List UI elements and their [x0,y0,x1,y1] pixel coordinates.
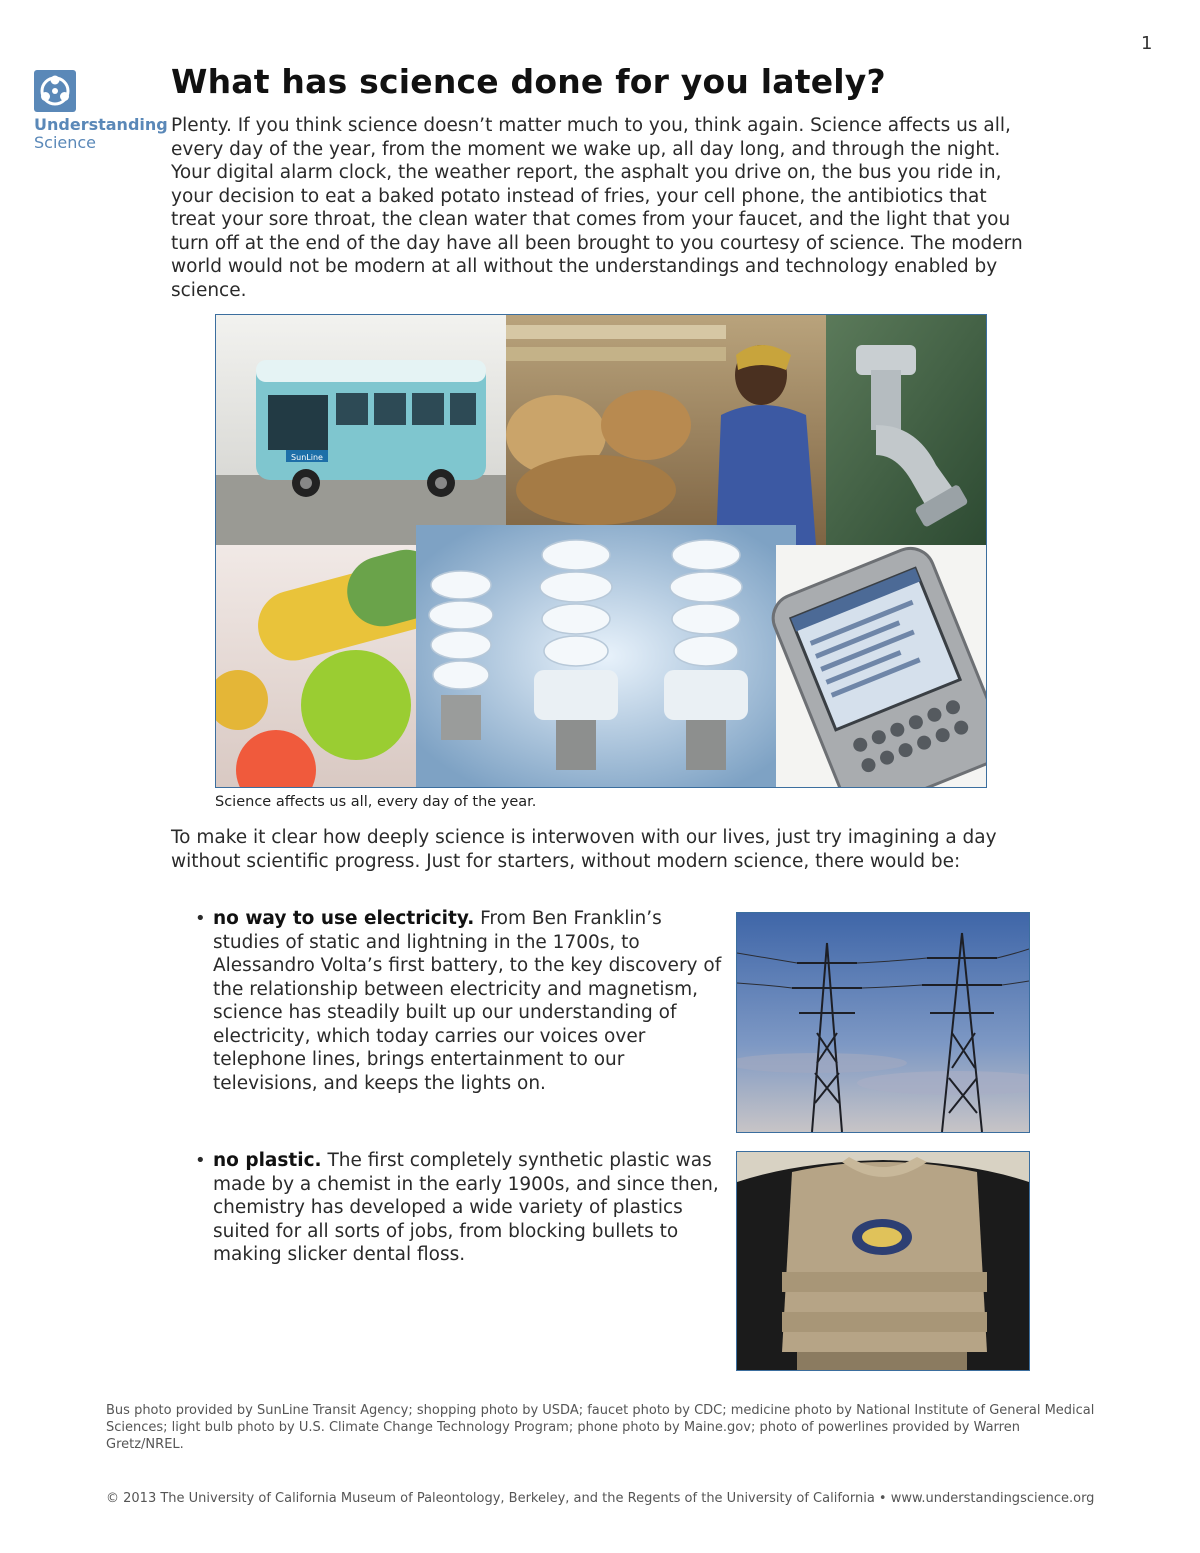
bullet-electricity [195,907,723,1095]
understanding-science-logo-icon [34,70,76,112]
faucet-photo [826,315,986,545]
bulletproof-vest-photo [736,1151,1030,1371]
cell-phone-photo [766,541,986,787]
light-bulbs-photo [416,525,796,787]
grocery-photo [506,315,826,545]
collage-caption: Science affects us all, every day of the year. [215,794,537,810]
photo-credits: Bus photo provided by SunLine Transit Agency; shopping photo by USDA; faucet photo by CDC; medicine photo by National Institute of General Medical Sciences; light bulb photo by U.S. Climate Change Technology Program; phone photo by Maine.gov; photo of powerlines provided by Warren Gretz/NREL. [106,1403,1095,1452]
bullet-electricity-lead: no way to use electricity. [213,908,475,929]
bullet-electricity-text: From Ben Franklin’s studies of static and lightning in the 1700s, to Alessandro Volta’s first battery, to the key discovery of the relationship between electricity and magnetism, science has steadily built up our understanding of electricity, which today carries our voices over telephone lines, brings entertainment to our televisions, and keeps the lights on. [213,908,722,1094]
page-title: What has science done for you lately? [171,62,886,101]
logo-line-1: Understanding [34,115,168,134]
second-paragraph: To make it clear how deeply science is interwoven with our lives, just try imagining a day without scientific progress. Just for starters, without modern science, there would be: [171,827,997,872]
understanding-science-logo[interactable] [34,70,168,152]
copyright-footer: © 2013 The University of California Museum of Paleontology, Berkeley, and the Regents of the University of California • www.understandingscience.org [106,1491,1095,1506]
page-number: 1 [1141,33,1153,54]
bus-photo [216,315,506,545]
bus-sign-text: SunLine [291,453,323,462]
science-collage-image [215,314,987,788]
intro-paragraph: Plenty. If you think science doesn’t matter much to you, think again. Science affects us all, every day of the year, from the moment we wake up, all day long, and through the night. Your digital alarm clock, the weather report, the asphalt you drive on, the bus you ride in, your decision to eat a baked potato instead of fries, your cell phone, the antibiotics that treat your sore throat, the clean water that comes from your faucet, and the light that you turn off at the end of the day have all been brought to you courtesy of science. The modern world would not be modern at all without the understandings and technology enabled by science. [171,115,1023,301]
bullet-plastic [195,1149,723,1267]
logo-line-2: Science [34,133,97,152]
bullet-plastic-lead: no plastic. [213,1150,322,1171]
bullet-plastic-text: The first completely synthetic plastic was made by a chemist in the early 1900s, and since then, chemistry has developed a wide variety of plastics suited for all sorts of jobs, from blocking bullets to making slicker dental floss. [213,1150,719,1265]
powerlines-photo [736,912,1030,1133]
